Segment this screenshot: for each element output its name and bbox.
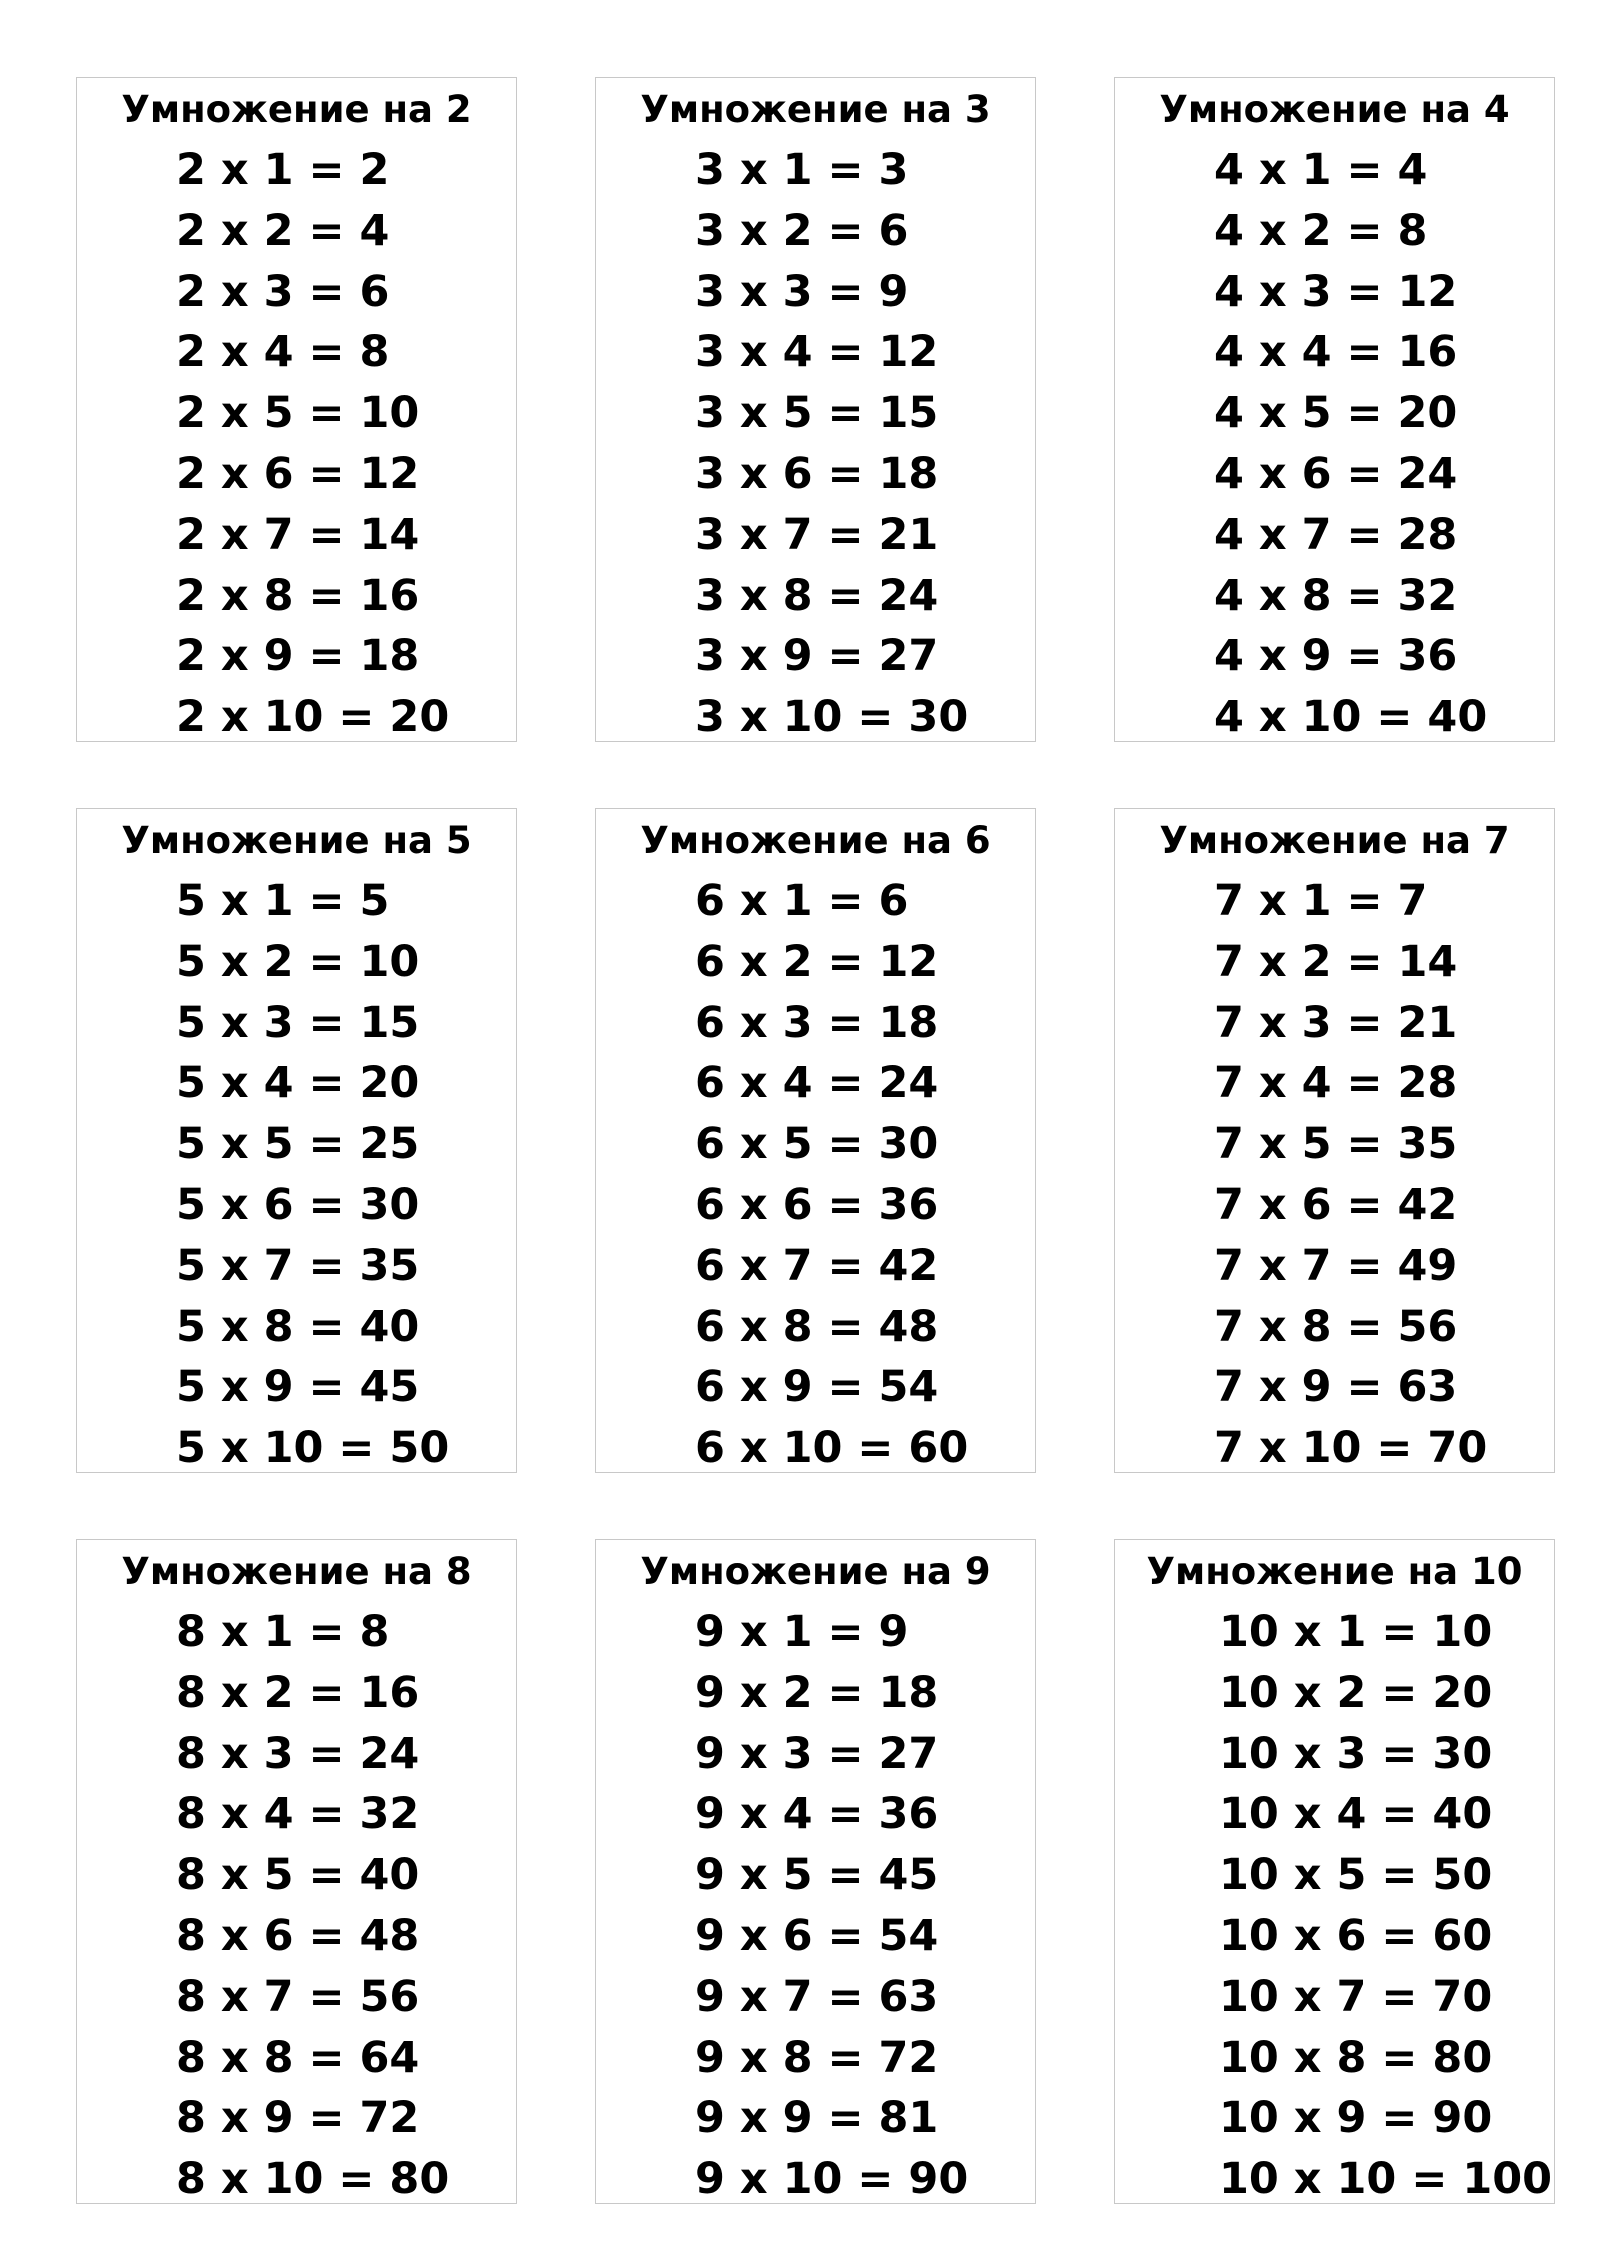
table-card-10 — [1114, 1539, 1555, 2204]
equation-row: 9 x 4 = 36 — [695, 1789, 939, 1840]
equation-row: 9 x 2 = 18 — [695, 1667, 939, 1718]
equation-row: 4 x 3 = 12 — [1214, 266, 1458, 317]
equation-row: 10 x 5 = 50 — [1219, 1850, 1493, 1901]
equation-row: 2 x 5 = 10 — [176, 388, 420, 439]
equation-row: 6 x 9 = 54 — [695, 1362, 939, 1413]
card-title: Умножение на 3 — [640, 88, 991, 131]
equation-list — [596, 871, 1035, 1479]
equation-row: 2 x 9 = 18 — [176, 631, 420, 682]
equation-row: 2 x 4 = 8 — [176, 327, 390, 378]
equation-row: 6 x 3 = 18 — [695, 997, 939, 1048]
equation-row: 2 x 8 = 16 — [176, 570, 420, 621]
table-card-3 — [595, 77, 1036, 742]
equation-row: 9 x 9 = 81 — [695, 2093, 939, 2144]
equation-row: 5 x 5 = 25 — [176, 1119, 420, 1170]
equation-row: 5 x 4 = 20 — [176, 1058, 420, 1109]
equation-row: 2 x 1 = 2 — [176, 145, 390, 195]
equation-row: 3 x 8 = 24 — [695, 570, 939, 621]
equation-row: 7 x 3 = 21 — [1214, 997, 1458, 1048]
equation-row: 7 x 4 = 28 — [1214, 1058, 1458, 1109]
equation-row: 5 x 10 = 50 — [176, 1423, 450, 1474]
equation-row: 4 x 7 = 28 — [1214, 509, 1458, 560]
equation-row: 10 x 4 = 40 — [1219, 1789, 1493, 1840]
equation-row: 7 x 9 = 63 — [1214, 1362, 1458, 1413]
card-title: Умножение на 7 — [1159, 819, 1510, 862]
equation-list — [1115, 871, 1554, 1479]
equation-row: 5 x 8 = 40 — [176, 1301, 420, 1352]
equation-row: 10 x 7 = 70 — [1219, 1971, 1493, 2022]
equation-row: 3 x 10 = 30 — [695, 692, 969, 743]
equation-row: 4 x 6 = 24 — [1214, 448, 1458, 499]
equation-row: 8 x 6 = 48 — [176, 1910, 420, 1961]
equation-row: 5 x 6 = 30 — [176, 1179, 420, 1230]
equation-row: 5 x 7 = 35 — [176, 1240, 420, 1291]
equation-row: 7 x 6 = 42 — [1214, 1179, 1458, 1230]
equation-row: 3 x 3 = 9 — [695, 266, 909, 317]
table-card-5 — [76, 808, 517, 1473]
equation-row: 2 x 3 = 6 — [176, 266, 390, 317]
equation-row: 10 x 3 = 30 — [1219, 1728, 1493, 1779]
equation-row: 4 x 4 = 16 — [1214, 327, 1458, 378]
equation-row: 10 x 1 = 10 — [1219, 1607, 1493, 1657]
card-title: Умножение на 8 — [121, 1550, 472, 1593]
equation-row: 6 x 1 = 6 — [695, 876, 909, 926]
equation-row: 5 x 3 = 15 — [176, 997, 420, 1048]
equation-row: 4 x 1 = 4 — [1214, 145, 1428, 195]
card-title: Умножение на 5 — [121, 819, 472, 862]
equation-row: 8 x 2 = 16 — [176, 1667, 420, 1718]
equation-row: 7 x 2 = 14 — [1214, 936, 1458, 987]
equation-row: 4 x 10 = 40 — [1214, 692, 1488, 743]
equation-row: 7 x 7 = 49 — [1214, 1240, 1458, 1291]
equation-row: 8 x 5 = 40 — [176, 1850, 420, 1901]
equation-list — [77, 1602, 516, 2210]
equation-row: 4 x 8 = 32 — [1214, 570, 1458, 621]
equation-row: 9 x 3 = 27 — [695, 1728, 939, 1779]
equation-row: 3 x 9 = 27 — [695, 631, 939, 682]
equation-row: 9 x 5 = 45 — [695, 1850, 939, 1901]
equation-list — [1115, 140, 1554, 748]
equation-row: 9 x 1 = 9 — [695, 1607, 909, 1657]
equation-row: 10 x 2 = 20 — [1219, 1667, 1493, 1718]
equation-row: 5 x 2 = 10 — [176, 936, 420, 987]
equation-row: 4 x 2 = 8 — [1214, 205, 1428, 256]
equation-row: 3 x 7 = 21 — [695, 509, 939, 560]
card-title: Умножение на 10 — [1146, 1550, 1523, 1593]
equation-row: 6 x 6 = 36 — [695, 1179, 939, 1230]
card-title: Умножение на 4 — [1159, 88, 1510, 131]
equation-list — [77, 140, 516, 748]
equation-row: 3 x 5 = 15 — [695, 388, 939, 439]
equation-row: 7 x 5 = 35 — [1214, 1119, 1458, 1170]
table-card-2 — [76, 77, 517, 742]
equation-list — [596, 140, 1035, 748]
table-card-4 — [1114, 77, 1555, 742]
equation-row: 9 x 6 = 54 — [695, 1910, 939, 1961]
equation-row: 2 x 2 = 4 — [176, 205, 390, 256]
equation-row: 8 x 7 = 56 — [176, 1971, 420, 2022]
equation-row: 9 x 8 = 72 — [695, 2032, 939, 2083]
equation-list — [1115, 1602, 1554, 2210]
equation-row: 2 x 6 = 12 — [176, 448, 420, 499]
equation-row: 10 x 6 = 60 — [1219, 1910, 1493, 1961]
equation-row: 5 x 1 = 5 — [176, 876, 390, 926]
equation-row: 6 x 8 = 48 — [695, 1301, 939, 1352]
equation-row: 7 x 8 = 56 — [1214, 1301, 1458, 1352]
equation-row: 9 x 10 = 90 — [695, 2154, 969, 2205]
table-card-8 — [76, 1539, 517, 2204]
equation-row: 10 x 9 = 90 — [1219, 2093, 1493, 2144]
card-title: Умножение на 2 — [121, 88, 472, 131]
equation-row: 10 x 8 = 80 — [1219, 2032, 1493, 2083]
card-title: Умножение на 9 — [640, 1550, 991, 1593]
equation-row: 3 x 4 = 12 — [695, 327, 939, 378]
equation-row: 7 x 10 = 70 — [1214, 1423, 1488, 1474]
equation-row: 8 x 4 = 32 — [176, 1789, 420, 1840]
equation-row: 8 x 1 = 8 — [176, 1607, 390, 1657]
equation-row: 8 x 10 = 80 — [176, 2154, 450, 2205]
equation-row: 10 x 10 = 100 — [1219, 2154, 1553, 2205]
equation-row: 6 x 2 = 12 — [695, 936, 939, 987]
table-card-9 — [595, 1539, 1036, 2204]
equation-list — [77, 871, 516, 1479]
equation-row: 6 x 5 = 30 — [695, 1119, 939, 1170]
equation-list — [596, 1602, 1035, 2210]
equation-row: 6 x 7 = 42 — [695, 1240, 939, 1291]
equation-row: 2 x 10 = 20 — [176, 692, 450, 743]
equation-row: 3 x 2 = 6 — [695, 205, 909, 256]
equation-row: 3 x 1 = 3 — [695, 145, 909, 195]
table-card-7 — [1114, 808, 1555, 1473]
equation-row: 6 x 4 = 24 — [695, 1058, 939, 1109]
equation-row: 6 x 10 = 60 — [695, 1423, 969, 1474]
equation-row: 4 x 5 = 20 — [1214, 388, 1458, 439]
equation-row: 4 x 9 = 36 — [1214, 631, 1458, 682]
card-title: Умножение на 6 — [640, 819, 991, 862]
table-card-6 — [595, 808, 1036, 1473]
equation-row: 8 x 3 = 24 — [176, 1728, 420, 1779]
equation-row: 8 x 8 = 64 — [176, 2032, 420, 2083]
equation-row: 9 x 7 = 63 — [695, 1971, 939, 2022]
equation-row: 2 x 7 = 14 — [176, 509, 420, 560]
equation-row: 3 x 6 = 18 — [695, 448, 939, 499]
equation-row: 8 x 9 = 72 — [176, 2093, 420, 2144]
equation-row: 7 x 1 = 7 — [1214, 876, 1428, 926]
equation-row: 5 x 9 = 45 — [176, 1362, 420, 1413]
